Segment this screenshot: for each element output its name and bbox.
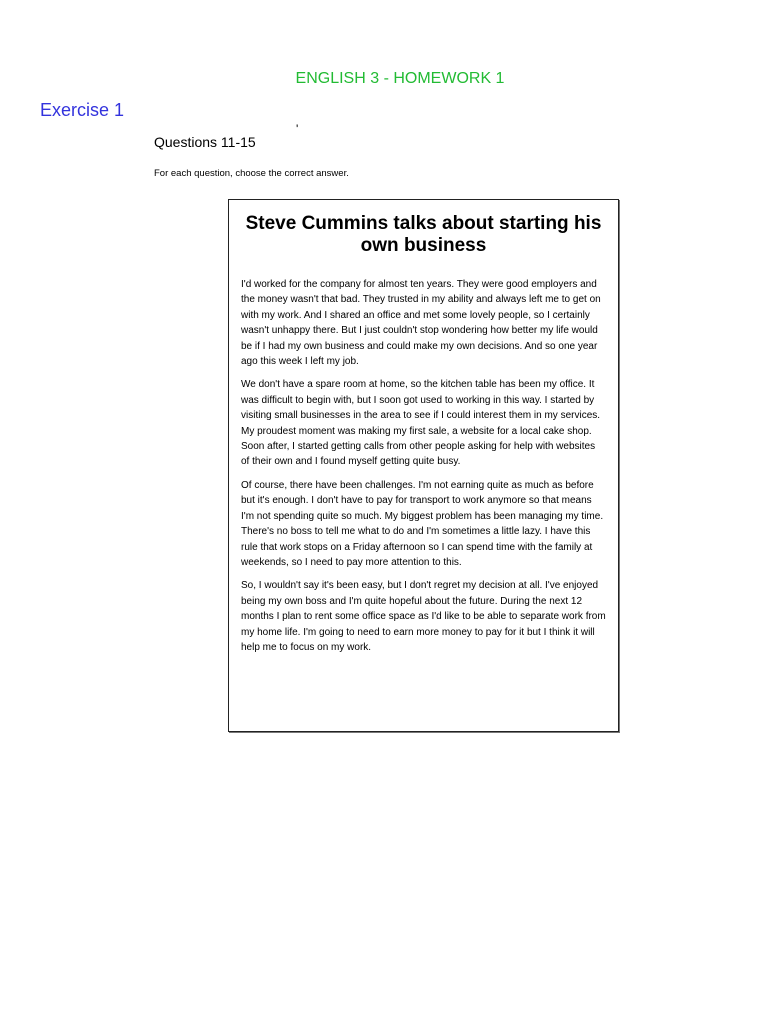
instructions-text: For each question, choose the correct answer. xyxy=(154,168,349,179)
stray-mark: ' xyxy=(296,122,299,136)
article-paragraph-3: Of course, there have been challenges. I'm not earning quite as much as before but it's enough. I don't have to pay for transport to work anymore so that means I'm not spending quite so much. My biggest problem has been managing my time. There's no boss to tell me what to do and I'm sometimes a little lazy. I have this rule that work stops on a Friday afternoon so I can spend time with the family at weekends, so I need to pay more attention to this. xyxy=(241,479,604,568)
article-box xyxy=(228,199,619,732)
article-paragraph-4: So, I wouldn't say it's been easy, but I don't regret my decision at all. I've enjoyed being my own boss and I'm quite hopeful about the future. During the next 12 months I plan to rent some office space as I'd like to be able to separate work from my home life. I'm going to need to earn more money to pay for it but I think it will help me to focus on my work. xyxy=(241,580,606,653)
exercise-title: Exercise 1 xyxy=(40,100,125,120)
article-paragraph-1: I'd worked for the company for almost ten years. They were good employers and the money wasn't that bad. They trusted in my ability and always left me to get on with my work. And I shared an office and met some lovely people, so I certainly wasn't unhappy there. But I just couldn't stop wondering how better my life would be if I had my own business and could make my own decisions. And so one year ago this week I left my job. xyxy=(241,279,601,368)
questions-heading: Questions 11-15 xyxy=(154,134,256,150)
article-title: Steve Cummins talks about starting his own business xyxy=(245,213,602,256)
document-title: ENGLISH 3 - HOMEWORK 1 xyxy=(295,70,505,87)
article-paragraph-2: We don't have a spare room at home, so the kitchen table has been my office. It was difficult to begin with, but I soon got used to working in this way. I started by visiting small businesses in the area to see if I could interest them in my services. My proudest moment was making my first sale, a website for a local cake shop. Soon after, I started getting calls from other people asking for help with websites of their own and I found myself getting quite busy. xyxy=(241,379,601,468)
